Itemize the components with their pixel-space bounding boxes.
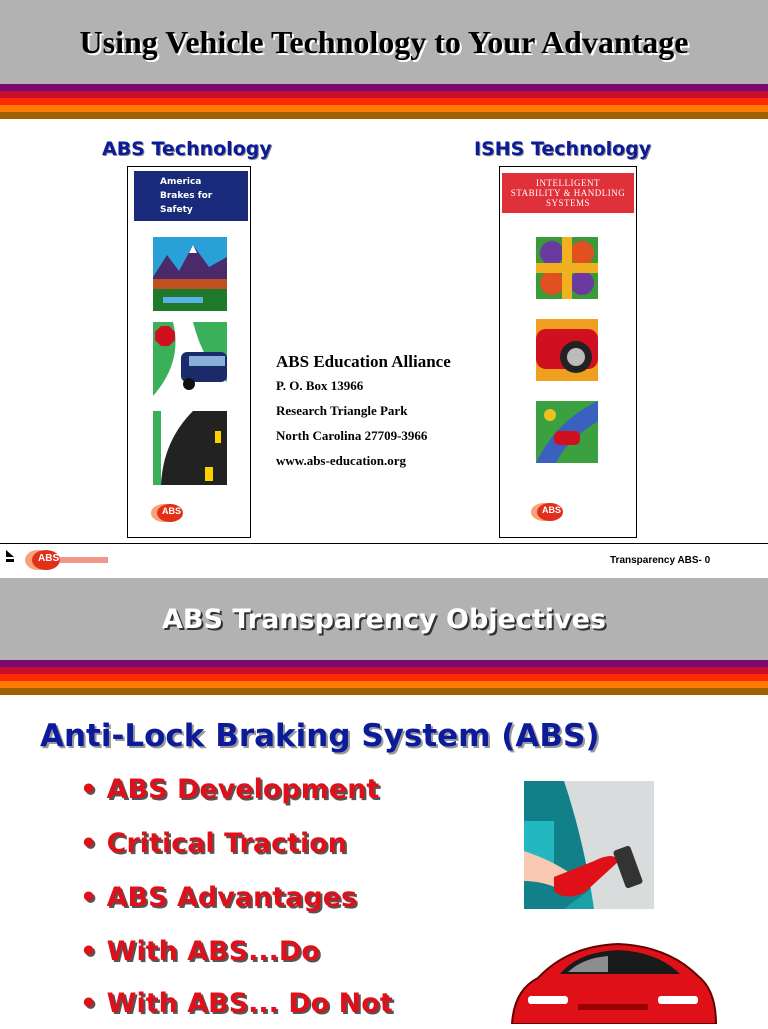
bullet-abs-advantages: • ABS Advantages [80,882,358,913]
bullet-abs-development: • ABS Development [80,774,380,805]
ishs-brochure-banner [502,173,634,213]
pattern-image [536,237,598,299]
abs-heading: Anti-Lock Braking System (ABS) [40,718,600,754]
ishs-brochure-logo: ABS [530,501,610,523]
address-line-3: North Carolina 27709-3966 [276,428,428,443]
banner-line-2: Brakes for [160,191,213,201]
brake-pedal-clipart [524,781,654,909]
footer-abs-logo: ABS [24,548,110,572]
address-block [276,352,451,469]
abs-technology-heading: ABS Technology [102,138,272,160]
abs-brochure [127,166,251,538]
slide2-header [0,578,768,660]
slide-divider [0,543,768,544]
car-stop-sign-image [153,322,227,396]
road-car-image [536,401,598,463]
abs-brochure-logo: ABS [150,502,230,524]
org-name: ABS Education Alliance [276,352,451,371]
bullet-with-abs-do: • With ABS...Do [80,936,320,967]
slide1-stripes [0,84,768,119]
tire-image [536,319,598,381]
banner-line-1: America [160,177,202,187]
address-website: www.abs-education.org [276,453,407,468]
ishs-technology-heading: ISHS Technology [474,138,652,160]
abs-brochure-banner [134,171,248,221]
ishs-banner-line-3: SYSTEMS [545,198,590,208]
transparency-label: Transparency ABS- 0 [610,555,711,566]
slide2-stripes [0,660,768,695]
road-image [153,411,227,485]
red-car-clipart [508,940,718,1024]
slide1-header [0,0,768,84]
bullet-with-abs-do-not: • With ABS... Do Not [80,988,393,1019]
bullet-critical-traction: • Critical Traction [80,828,348,859]
banner-line-3: Safety [160,205,193,215]
slide1-title: Using Vehicle Technology to Your Advantage [79,23,689,60]
ishs-banner-line-2: STABILITY & HANDLING [510,188,626,198]
nav-arrow-icon[interactable] [6,550,14,564]
address-line-2: Research Triangle Park [276,403,408,418]
ishs-brochure [499,166,637,538]
mountain-image [153,237,227,311]
address-line-1: P. O. Box 13966 [276,378,364,393]
ishs-banner-line-1: INTELLIGENT [536,178,600,188]
slide2-title: ABS Transparency Objectives [162,603,606,635]
